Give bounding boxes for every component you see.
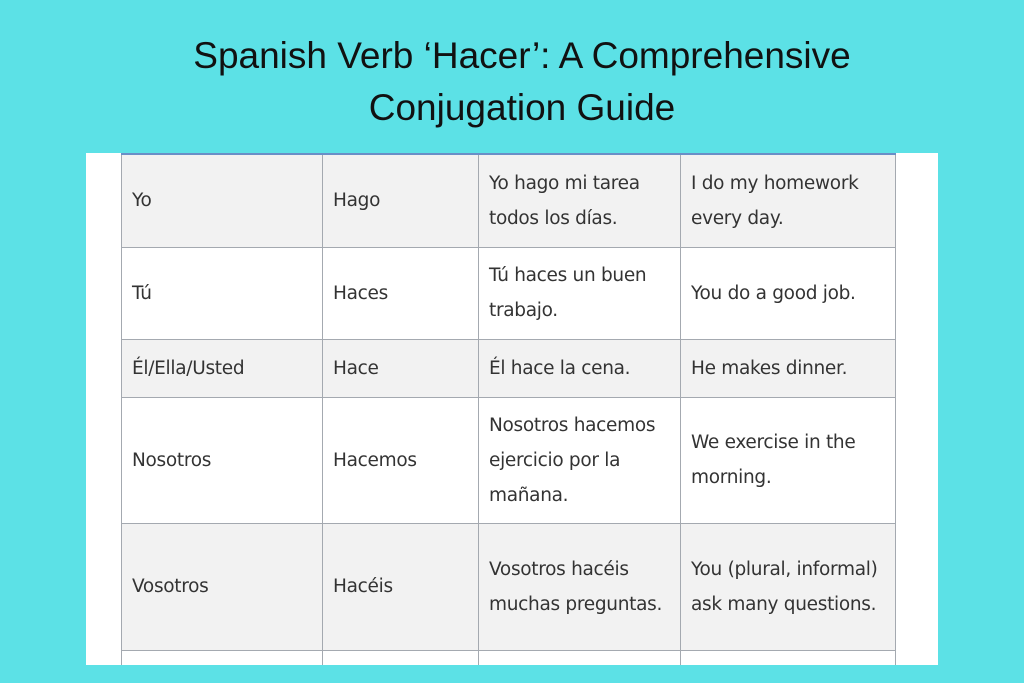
table-row (122, 154, 896, 247)
cell-pronoun: Él/Ella/Usted (122, 339, 323, 397)
cell-pronoun: Tú (122, 247, 323, 339)
conjugation-table (121, 153, 896, 665)
table-panel (86, 153, 938, 665)
cell-translation: You (plural, informal) ask many questions. (681, 523, 896, 650)
cell-example: Él hace la cena. (479, 339, 681, 397)
cell-pronoun: Yo (122, 154, 323, 247)
table-row (122, 247, 896, 339)
cell-form: Hace (323, 339, 479, 397)
title-line-1: Spanish Verb ‘Hacer’: A Comprehensive (193, 35, 851, 76)
cell-example: Tú haces un buen trabajo. (479, 247, 681, 339)
table-row-partial (122, 650, 896, 665)
cell-pronoun: Vosotros (122, 523, 323, 650)
cell-pronoun: Nosotros (122, 397, 323, 523)
cell-example: Vosotros hacéis muchas preguntas. (479, 523, 681, 650)
cell-empty (479, 650, 681, 665)
table-row (122, 339, 896, 397)
cell-translation: We exercise in the morning. (681, 397, 896, 523)
cell-form: Hago (323, 154, 479, 247)
table-row (122, 397, 896, 523)
title-line-2: Conjugation Guide (368, 87, 676, 128)
cell-form: Hacemos (323, 397, 479, 523)
cell-translation: I do my homework every day. (681, 154, 896, 247)
cell-empty (122, 650, 323, 665)
cell-example: Yo hago mi tarea todos los días. (479, 154, 681, 247)
cell-translation: He makes dinner. (681, 339, 896, 397)
page-title (0, 30, 1024, 134)
cell-form: Haces (323, 247, 479, 339)
table-row (122, 523, 896, 650)
cell-translation: You do a good job. (681, 247, 896, 339)
cell-form: Hacéis (323, 523, 479, 650)
cell-example: Nosotros hacemos ejercicio por la mañana. (479, 397, 681, 523)
cell-empty (323, 650, 479, 665)
cell-empty (681, 650, 896, 665)
